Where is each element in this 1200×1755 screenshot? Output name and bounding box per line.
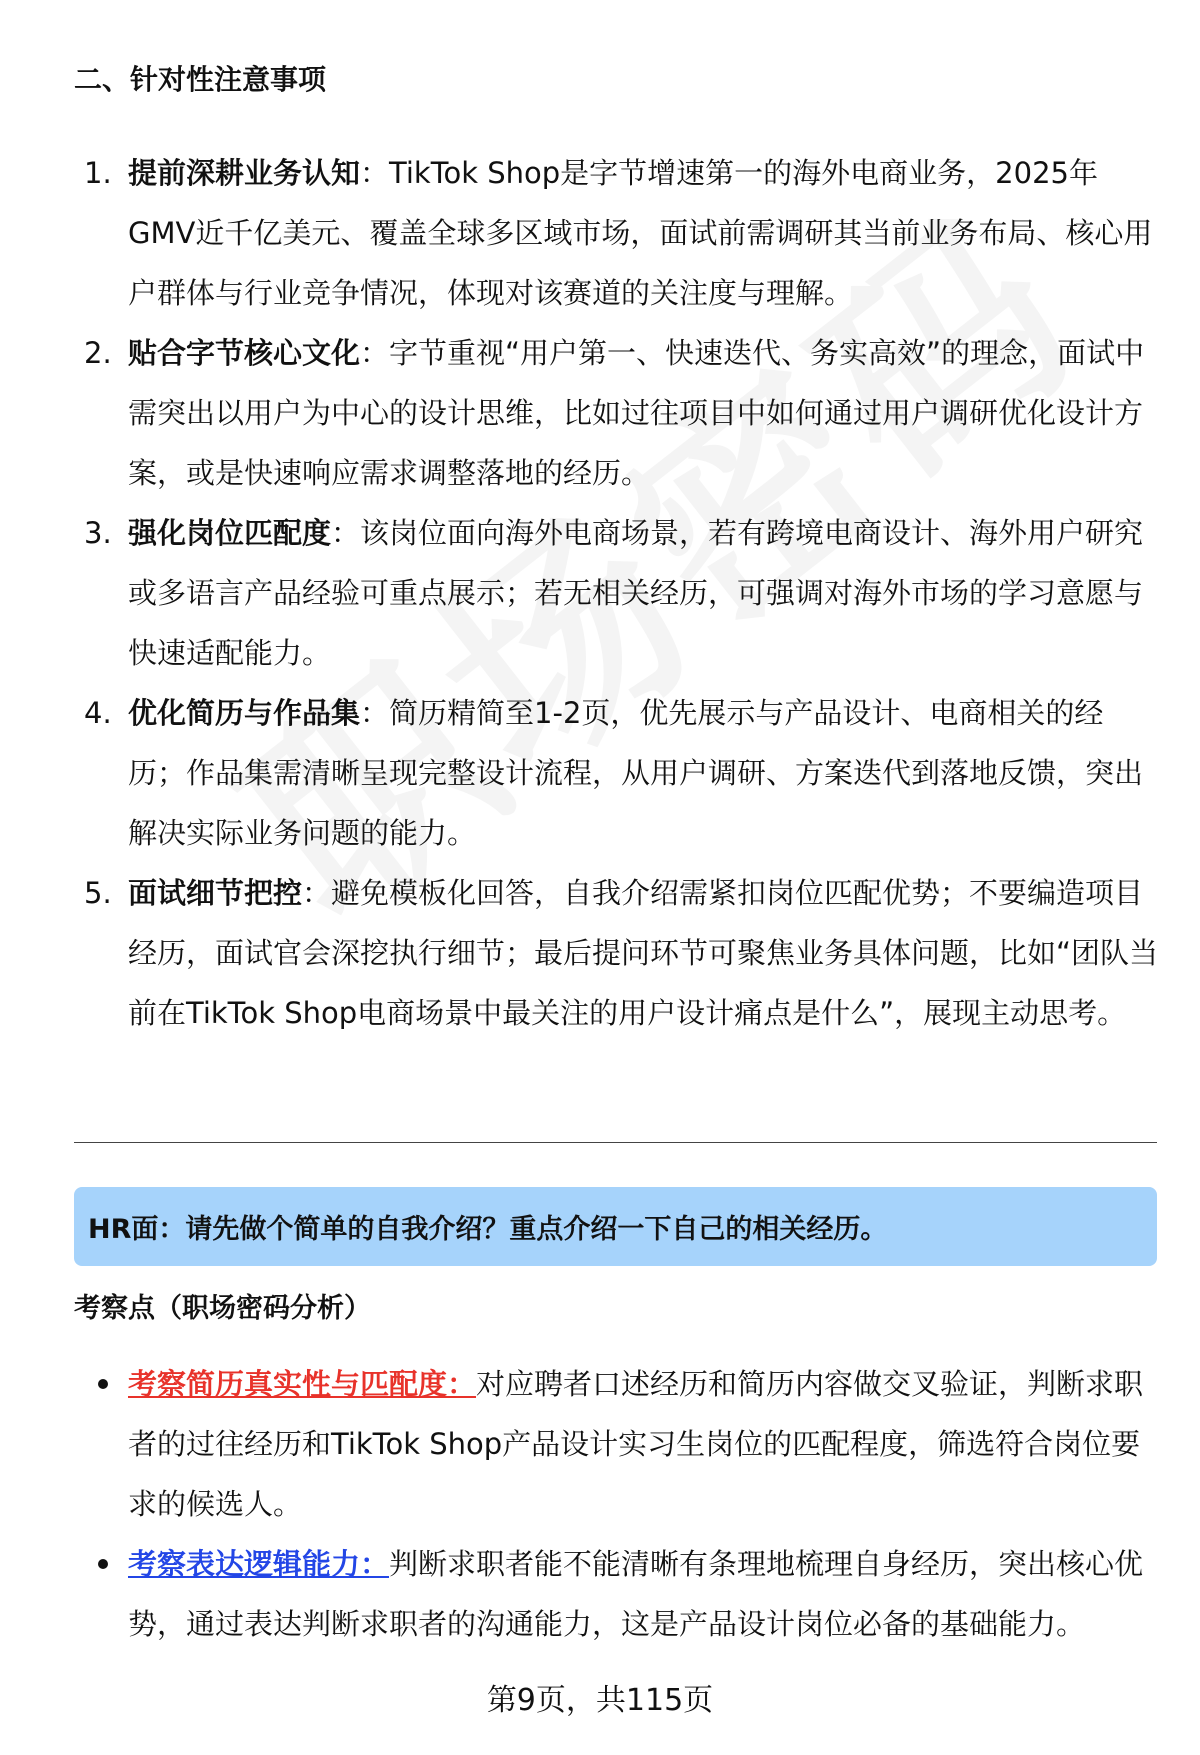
list-item [74, 863, 1160, 1043]
item-number: 1. [84, 156, 112, 190]
question-box [74, 1187, 1157, 1266]
item-lead: 强化岗位匹配度 [128, 516, 332, 550]
question-text: HR面：请先做个简单的自我介绍？重点介绍一下自己的相关经历。 [88, 1214, 888, 1245]
item-lead: 贴合字节核心文化 [128, 336, 361, 370]
notes-list [74, 143, 1160, 1043]
item-number: 2. [84, 336, 112, 370]
section-heading: 二、针对性注意事项 [74, 63, 327, 96]
bullet-body: 判断求职者能不能清晰有条理地梳理自身经历，突出核心优势，通过表达判断求职者的沟通能力，这是产品设计岗位必备的基础能力。 [128, 1547, 1144, 1641]
bullet-lead-link: 考察简历真实性与匹配度： [128, 1367, 477, 1401]
item-lead: 提前深耕业务认知 [128, 156, 361, 190]
item-separator: ： [360, 696, 390, 730]
item-separator: ： [360, 336, 390, 370]
list-item [74, 503, 1160, 683]
list-item [74, 1534, 1160, 1654]
analysis-heading: 考察点（职场密码分析） [74, 1293, 371, 1324]
item-lead: 面试细节把控 [128, 876, 303, 910]
item-body: 字节重视“用户第一、快速迭代、务实高效”的理念，面试中需突出以用户为中心的设计思维，比如过往项目中如何通过用户调研优化设计方案，或是快速响应需求调整落地的经历。 [128, 336, 1145, 490]
item-separator: ： [360, 156, 390, 190]
item-lead: 优化简历与作品集 [128, 696, 361, 730]
bullet-body: 对应聘者口述经历和简历内容做交叉验证，判断求职者的过往经历和TikTok Shop产品设计实习生岗位的匹配程度，筛选符合岗位要求的候选人。 [128, 1367, 1144, 1521]
section-divider [74, 1142, 1157, 1143]
bullet-icon [98, 1379, 108, 1389]
item-number: 3. [84, 516, 112, 550]
item-number: 4. [84, 696, 112, 730]
item-number: 5. [84, 876, 112, 910]
list-item [74, 323, 1160, 503]
list-item [74, 143, 1160, 323]
item-body: 该岗位面向海外电商场景，若有跨境电商设计、海外用户研究或多语言产品经验可重点展示；若无相关经历，可强调对海外市场的学习意愿与快速适配能力。 [128, 516, 1144, 670]
bullet-lead-link: 考察表达逻辑能力： [128, 1547, 390, 1581]
item-separator: ： [302, 876, 332, 910]
list-item [74, 1354, 1160, 1534]
item-separator: ： [331, 516, 361, 550]
bullet-icon [98, 1559, 108, 1569]
item-body: 避免模板化回答，自我介绍需紧扣岗位匹配优势；不要编造项目经历，面试官会深挖执行细节；最后提问环节可聚焦业务具体问题，比如“团队当前在TikTok Shop电商场景中最关注的用户设计痛点是什么”，展现主动思考。 [128, 876, 1159, 1030]
analysis-list [74, 1354, 1160, 1654]
page-number: 第9页，共115页 [486, 1683, 714, 1718]
list-item [74, 683, 1160, 863]
item-body: TikTok Shop是字节增速第一的海外电商业务，2025年GMV近千亿美元、覆盖全球多区域市场，面试前需调研其当前业务布局、核心用户群体与行业竞争情况，体现对该赛道的关注度与理解。 [128, 156, 1153, 310]
item-body: 简历精简至1-2页，优先展示与产品设计、电商相关的经历；作品集需清晰呈现完整设计流程，从用户调研、方案迭代到落地反馈，突出解决实际业务问题的能力。 [128, 696, 1144, 850]
